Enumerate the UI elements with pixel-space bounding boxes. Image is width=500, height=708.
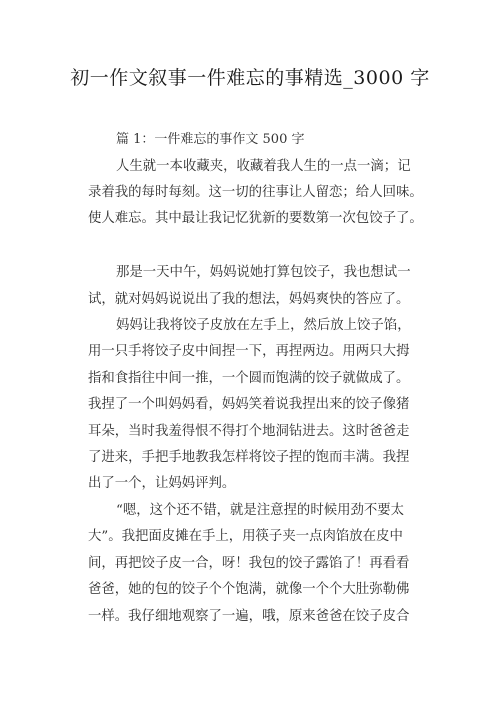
paragraph-line: 试，就对妈妈说说出了我的想法，妈妈爽快的答应了。	[88, 292, 410, 307]
paragraph-line: 人生就一本收藏夹，收藏着我人生的一点一滴；记	[116, 159, 411, 174]
paragraph-line: 录着我的每时每刻。这一切的往事让人留恋；给人回味。	[88, 185, 423, 200]
paragraph-line: 间，再把饺子皮一合，呀！我包的饺子露馅了！再看看	[88, 556, 410, 571]
document-title: 初一作文叙事一件难忘的事精选_3000 字	[70, 67, 430, 89]
paragraph-line: 我捏了一个叫妈妈看，妈妈笑着说我捏出来的饺子像猪	[88, 397, 410, 412]
paragraph-line: 用一只手将饺子皮中间捏一下，再捏两边。用两只大拇	[88, 344, 410, 359]
paragraph-line: 使人难忘。其中最让我记忆犹新的要数第一次包饺子了。	[88, 211, 423, 226]
paragraph-line: 耳朵，当时我羞得恨不得打个地洞钻进去。这时爸爸走	[88, 424, 410, 439]
paragraph-line: 一样。我仔细地观察了一遍，哦，原来爸爸在饺子皮合	[88, 609, 410, 624]
paragraph-line: 出了一个，让妈妈评判。	[88, 476, 236, 491]
article-subtitle: 篇 1：一件难忘的事作文 500 字	[116, 132, 305, 147]
paragraph-line: 大”。我把面皮摊在手上，用筷子夹一点肉馅放在皮中	[88, 529, 403, 544]
paragraph-line: 了进来，手把手地教我怎样将饺子捏的饱而丰满。我捏	[88, 450, 410, 465]
paragraph-line: 妈妈让我将饺子皮放在左手上，然后放上饺子馅，	[116, 318, 411, 333]
paragraph-line: 指和食指往中间一推，一个圆而饱满的饺子就做成了。	[88, 371, 410, 386]
paragraph-line: 那是一天中午，妈妈说她打算包饺子，我也想试一	[116, 265, 411, 280]
paragraph-line: “嗯，这个还不错，就是注意捏的时候用劲不要太	[116, 503, 405, 518]
paragraph-line: 爸爸，她的包的饺子个个饱满，就像一个个大肚弥勒佛	[88, 582, 410, 597]
